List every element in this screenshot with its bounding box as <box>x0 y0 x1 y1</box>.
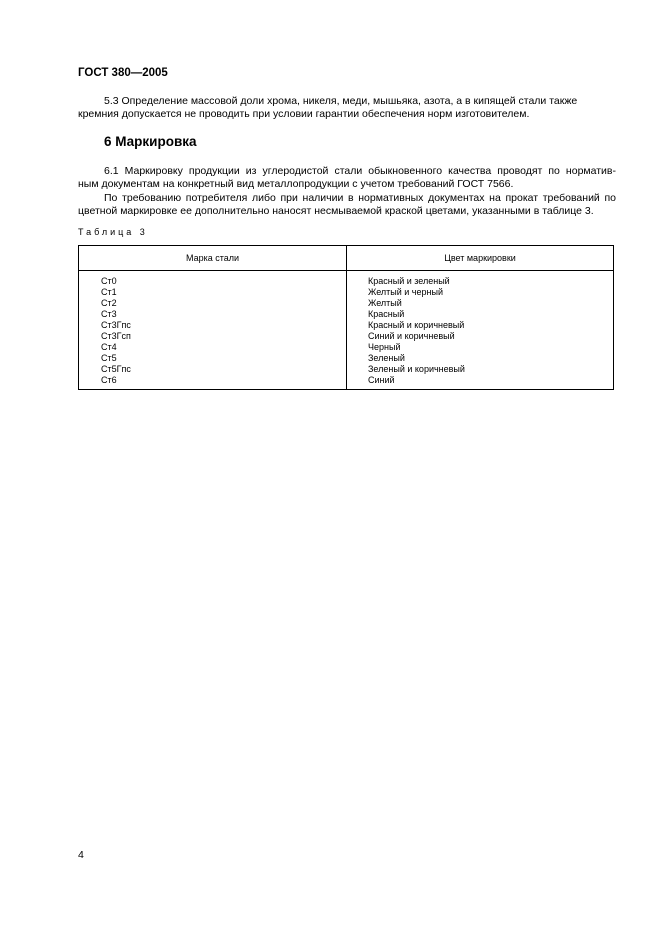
paragraph-6-1 <box>78 165 616 219</box>
marking-color-cell: Черный <box>347 342 614 353</box>
column-header-marking-color: Цвет маркировки <box>347 246 614 271</box>
section-title: 6 Маркировка <box>104 134 197 149</box>
marking-color-cell: Зеленый и коричневый <box>347 364 614 375</box>
table-header-row <box>79 246 614 271</box>
paragraph-6-1-line: ным документам на конкретный вид металлопродукции с учетом требований ГОСТ 7566. <box>78 178 514 191</box>
table-row <box>79 375 614 390</box>
steel-grade-cell: Ст2 <box>79 298 347 309</box>
column-header-steel-grade: Марка стали <box>79 246 347 271</box>
marking-color-cell: Красный и зеленый <box>347 271 614 288</box>
steel-grade-cell: Ст5Гпс <box>79 364 347 375</box>
paragraph-6-2-line: цветной маркировке ее дополнительно наносят несмываемой краской цветами, указанными в таблице 3. <box>78 205 594 218</box>
steel-grade-cell: Ст5 <box>79 353 347 364</box>
table-row <box>79 364 614 375</box>
table-row <box>79 320 614 331</box>
marking-color-cell: Красный <box>347 309 614 320</box>
paragraph-6-1-line: 6.1 Маркировку продукции из углеродистой стали обыкновенного качества проводят по норматив- <box>104 165 616 177</box>
steel-grade-cell: Ст1 <box>79 287 347 298</box>
marking-color-cell: Желтый и черный <box>347 287 614 298</box>
table-row <box>79 342 614 353</box>
table-caption: Таблица 3 <box>78 227 148 237</box>
steel-grade-cell: Ст0 <box>79 271 347 288</box>
marking-color-cell: Синий <box>347 375 614 390</box>
document-header: ГОСТ 380—2005 <box>78 67 168 79</box>
marking-color-table <box>78 245 614 390</box>
steel-grade-cell: Ст3 <box>79 309 347 320</box>
steel-grade-cell: Ст3Гсп <box>79 331 347 342</box>
paragraph-6-2-line: По требованию потребителя либо при наличии в нормативных документах на прокат требований по <box>104 191 616 204</box>
table-row <box>79 353 614 364</box>
steel-grade-cell: Ст6 <box>79 375 347 390</box>
table-row <box>79 287 614 298</box>
table-row <box>79 298 614 309</box>
marking-color-cell: Красный и коричневый <box>347 320 614 331</box>
marking-color-cell: Зеленый <box>347 353 614 364</box>
table-row <box>79 309 614 320</box>
paragraph-5-3: 5.3 Определение массовой доли хрома, никеля, меди, мышьяка, азота, а в кипящей стали также кремния допускается не проводить при условии гарантии обеспечения норм изготовителем. <box>78 95 578 121</box>
page-number: 4 <box>78 849 84 861</box>
marking-color-cell: Желтый <box>347 298 614 309</box>
marking-color-cell: Синий и коричневый <box>347 331 614 342</box>
steel-grade-cell: Ст3Гпс <box>79 320 347 331</box>
steel-grade-cell: Ст4 <box>79 342 347 353</box>
table-row <box>79 331 614 342</box>
table-row <box>79 271 614 288</box>
